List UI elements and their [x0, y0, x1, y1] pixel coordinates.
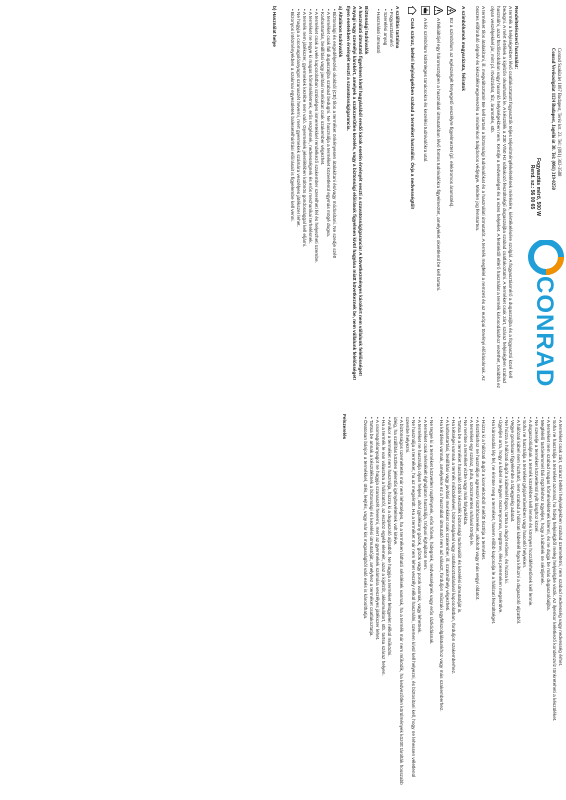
general-heading: a) Általános tudnivalók [338, 6, 344, 58]
symbol-row-4 [408, 6, 417, 390]
right-item: • Ha kérdései vannak, amelyekre ez a használati útmutató nem ad választ, forduljon műszaki ügyfélszolgálatunkhoz vagy más szakemberhez. [439, 417, 445, 712]
product-title-block [529, 142, 541, 232]
right-item: • Ha károsodás lép fel, ne érintse meg a terméket, hanem előbb kapcsolja le a hálózati feszültséget. [491, 417, 497, 625]
intended-use-section [271, 6, 519, 390]
right-item: • Megfelelő tartóelemmel fali rögzítéshez ügyeljen, hogy a kábelek ne sérüljenek. [539, 417, 545, 585]
scope-heading: A szállítás tartalma [394, 6, 400, 49]
right-item: • A hálózati kábel nem húzható, nem szabad a hálózati kábelnél fogva kihúzni a dugaszoló aljzatból. [515, 417, 521, 625]
intended-use-text: A termék a helyiségekben lévő csatlakoztatott fogyasztók teljes teljesítményfelvételének mérésére, kiértékelésére szolgál. A fogyasztásmérő a dugaszaljba és a fogyasztó közé kell bedugni. A mért értékek a kijelzőn olvashatók le. A készülék a 230 V/50 Hz váltakozó feszültségű dugaszaljba szabad csatlakoztatni. A terméket csak zárt, száraz helyiségben szabad használni, azaz fürdőszobában vagy hasonló helyiségekben nem. Kerülje a nedvességet és a vizes helyeket. A fentiektől eltérő használat a termék károsodásához vezethet, továbbá ez olyan veszélyekkel jár, mint pl. rövidzárlat, tűz, áramütés, stb. [489, 6, 513, 389]
scope-item: • Szerelési anyag [382, 9, 388, 46]
address-line-2: Conrad Vevőszolgálat 1124 Budapest, Jagelló út 30. Tel: (061) 319-0250 [550, 48, 556, 190]
scope-item: • Használati útmutató [376, 9, 382, 54]
safety-intro: A használati útmutató figyelmen kívül hagyásából eredő károk esetén érvényét veszti a szavatosság/garancia! A következményes károkért nem vállalunk felelősséget! [358, 6, 364, 376]
right-item: • Soha ne használja a terméket azonnal, ha hideg helyiségből meleg helyiségbe viszik. Az ilyenkor keletkező kondenzvíz tönkreteheti a készüléket. [551, 417, 557, 722]
symbol-row-3 [421, 6, 430, 390]
right-item: • A terméket csak zárt, száraz beltéri helyiségekben szabad üzemeltetni, nem szabad nedvesség vagy nedvesség érhet. [558, 417, 563, 667]
right-item: • A terméket ne használja olyan helyen, ahol gyúlékony gázok, gőzök vagy porok vannak, vagy lehetnek. [416, 417, 422, 634]
conrad-logo-graphic [527, 240, 565, 390]
general-item: • A terméket ne tegye ki magas hőmérsékletnek, erős rezgésnek, nedvességnek és erős mechanikai terhelésnek. [308, 9, 314, 244]
right-item: • Vegye gondosan figyelembe a tápegység adatait. [509, 417, 515, 523]
intended-use-heading: Rendeltetésszerű használat: [514, 6, 519, 70]
lightning-warning-icon [447, 6, 456, 15]
right-item: • Ha kétségei vannak a termék működésével, biztonságával vagy csatlakoztatásával kapcsolatban, forduljon szakemberhez. [451, 417, 457, 675]
right-item: • A terméket egy száraz, puha, szöszmentes ruhával törölje le. [469, 417, 475, 547]
right-item: • Tartsa be annak a készüléknek a biztonsági és kezelési útmutatóját, amelyhez a terméket csatlakoztatja. [368, 417, 374, 637]
symbol-1-text: Ez a szimbólum az egészségét fenyegető veszélyre figyelmeztet (pl. elektromos áramütés). [449, 18, 455, 208]
operation-heading: b) Használat helye [271, 6, 277, 47]
right-item: • Ne merítse a terméket vízbe vagy más folyadékba. [463, 417, 469, 526]
safety-sub: Anyagi vagy személyi károkért, amelyek a szakszerűtlen kezelés, vagy a biztonsági előírások figyelmen kívül hagyása miatt következnek be, nem vállalunk felelősséget! Ilyen esetekben érvényét veszti a szavatosság/garancia. [346, 6, 358, 381]
general-item: • Bizonyos intézményekben a szakmai egyesületek balesetelhárítási előírásait is figyelembe kell venni. [289, 9, 295, 222]
right-item: • Amikor a terméket nem használja, húzza ki a dugaszoló aljzatból. Ne hagyja a terméket felügyelet nélkül működni. [386, 417, 392, 657]
general-item: • A terméket csak fali dugaszaljba szabad bedugni. Ne használja a terméket közvetlenül egymás mögé dugva. [326, 9, 332, 238]
symbols-heading: A szimbólumok magyarázata, feliratok [460, 6, 466, 92]
right-item: • A karbantartási, beállítási vagy javítási munkákat csak szakember, ill. szakműhely végezheti. [445, 417, 451, 612]
right-item: • Ne tegye ki a terméket közvetlen napfénynek, erős hőnek, hidegnek, nedvességnek vagy erős rázkódásnak. [429, 417, 435, 645]
right-item: • Húzza ki a hálózati dugót a konnektorból mielőtt tisztítja a terméket. [481, 417, 487, 561]
logo-text: CONRAD [531, 276, 558, 388]
general-item: • A terméket csak a vele kapcsolatban szükséges ismeretekkel rendelkező szakember szerelheti fel és helyezheti üzembe. [314, 9, 320, 263]
general-item: • A termék nem játékszer, gyermekek kezébe nem való. Gyermekek jelenlétében különös gondossággal kell eljárni. [301, 9, 307, 248]
safety-heading: Biztonsági tudnivalók [364, 6, 370, 55]
right-item: • A biztonságos üzemeltetés már nem lehetséges, ha a terméken látható sérülések vannak, ha a termék már nem működik, ha kedvezőtlen körülmények között tárolták hosszabb ideig, ha szállítás közben jelentős igénybevételnek volt kitéve. [392, 417, 404, 785]
general-item: • Ne hagyja a csomagolóanyagot szanaszét heverni, mert gyermekek számára veszélyes játékszer lehet. [295, 9, 301, 227]
conrad-logo [527, 240, 565, 390]
right-text-block [341, 414, 563, 794]
symbol-2-text: A felkiáltójel egy háromszögben a használati útmutatóban lévő fontos tudnivalókra figyelmeztet, amelyeket okvetlenül be kell tartani. [436, 18, 442, 292]
symbol-4-text: Csak száraz, beltéri helyiségekben szabad a terméket használni. Óvja a nedvességtől! [410, 18, 416, 210]
right-item: • Ne húzza a hálózati dugót a kábelnél fogva; tartsa a dugót erősen, és húzza ki. [503, 417, 509, 584]
scope-item: • Fogyasztásmérő [388, 9, 394, 47]
address-line-1: Conrad Szaküzlet 1067 Budapest, Teréz krt. 23. Tel: (061) 302-3588 [556, 48, 561, 177]
safety-note: A terméket tilos átalakítani, ill. megváltoztatni! Be kell tartani a biztonsági tudnivalókat és a használati útmutatót. A termék megfelel a nemzeti és az európai törvényi előírásoknak. Az összes előforduló cégnév és készülékmegnevezés a mindenkori tulajdonos védjegye. Minden jog fenntartva. [474, 6, 486, 381]
order-number: Rend. sz.: 56 00 65 [529, 164, 535, 210]
indoor-house-icon [408, 6, 417, 15]
general-item: • Biztonsági és engedélyezési okokból (CE) tilos a terméket önkényesen átalakítani és/vagy módosítani. Ne szedje szét! [332, 9, 338, 259]
right-item: • Tartsa be a terméket használó többi készülék biztonsági tudnivalóit és kezelési útmutatóját is. [457, 417, 463, 614]
right-item: • Ne használja a terméket, ha az megsérült. Ha a terméket már nem lehet veszély nélkül használni, üzemen kívül kell helyezni, és biztosítani kell, hogy ne lehessen véletlenül üzembe helyezni. [404, 417, 416, 778]
right-item: • Soha ne használja a terméket gépjárművekben vagy hasonló helyeken. [521, 417, 527, 569]
symbol-3-text: A kéz szimbólum különleges tanácsokra és kezelési tudnivalókra utal. [423, 18, 429, 163]
address-block [549, 48, 561, 248]
symbol-row-1 [447, 6, 456, 390]
right-column [3, 414, 563, 794]
right-item: • Óvatosan bánjon a termékkel, ütés, leejtés, vagy már kis magasságból való esés is károsíthatja. [362, 417, 368, 620]
left-column [3, 6, 563, 390]
right-item: • A terméket csak mérsékelt éghajlaton használja, trópusi éghajlaton nem. [423, 417, 429, 571]
right-item: • Ügyeljen arra, hogy a kábel ne legyen összenyomva, megtörve, éles peremeken megsérülve. [497, 417, 503, 614]
hand-tip-icon [421, 6, 430, 15]
right-item: • A tisztításhoz ne használjon agresszív tisztítószereket, alkoholt vagy más vegyi oldatot. [475, 417, 481, 601]
right-item: • A csomagolóanyagot ne hagyja szanaszét heverni, mert az gyermekek számára veszélyes játékszer lehet. [374, 417, 380, 641]
features-heading: Felszerelés [342, 414, 348, 440]
exclamation-warning-icon [434, 6, 443, 15]
right-item: • A terméket nem szabad magas hőmérsékletnek kitenni, és ne dugja be más dugaszolóaljba. [545, 417, 551, 611]
right-item: • Ne szerelje a terméket közvetlenül nyílt lánghoz közel. [533, 417, 539, 533]
product-title: Fogyasztás mérő, 500 W [535, 157, 541, 217]
right-item: • Ha a termék le van választva a hálózatról, az eszköz egyéb elemeit, azaz a kijelzőt, akkumulátort, stb. tartsa száraz helyen. [380, 417, 386, 676]
general-item: • Karbantartás, beállítási vagy javítási munkákat csak szakember végezhet. [320, 9, 326, 166]
right-item: • A dugaszolóaljnak a termék közelében kell lennie és könnyen hozzáférhetőnek kell lennie. [527, 417, 533, 607]
symbol-row-2 [434, 6, 443, 390]
